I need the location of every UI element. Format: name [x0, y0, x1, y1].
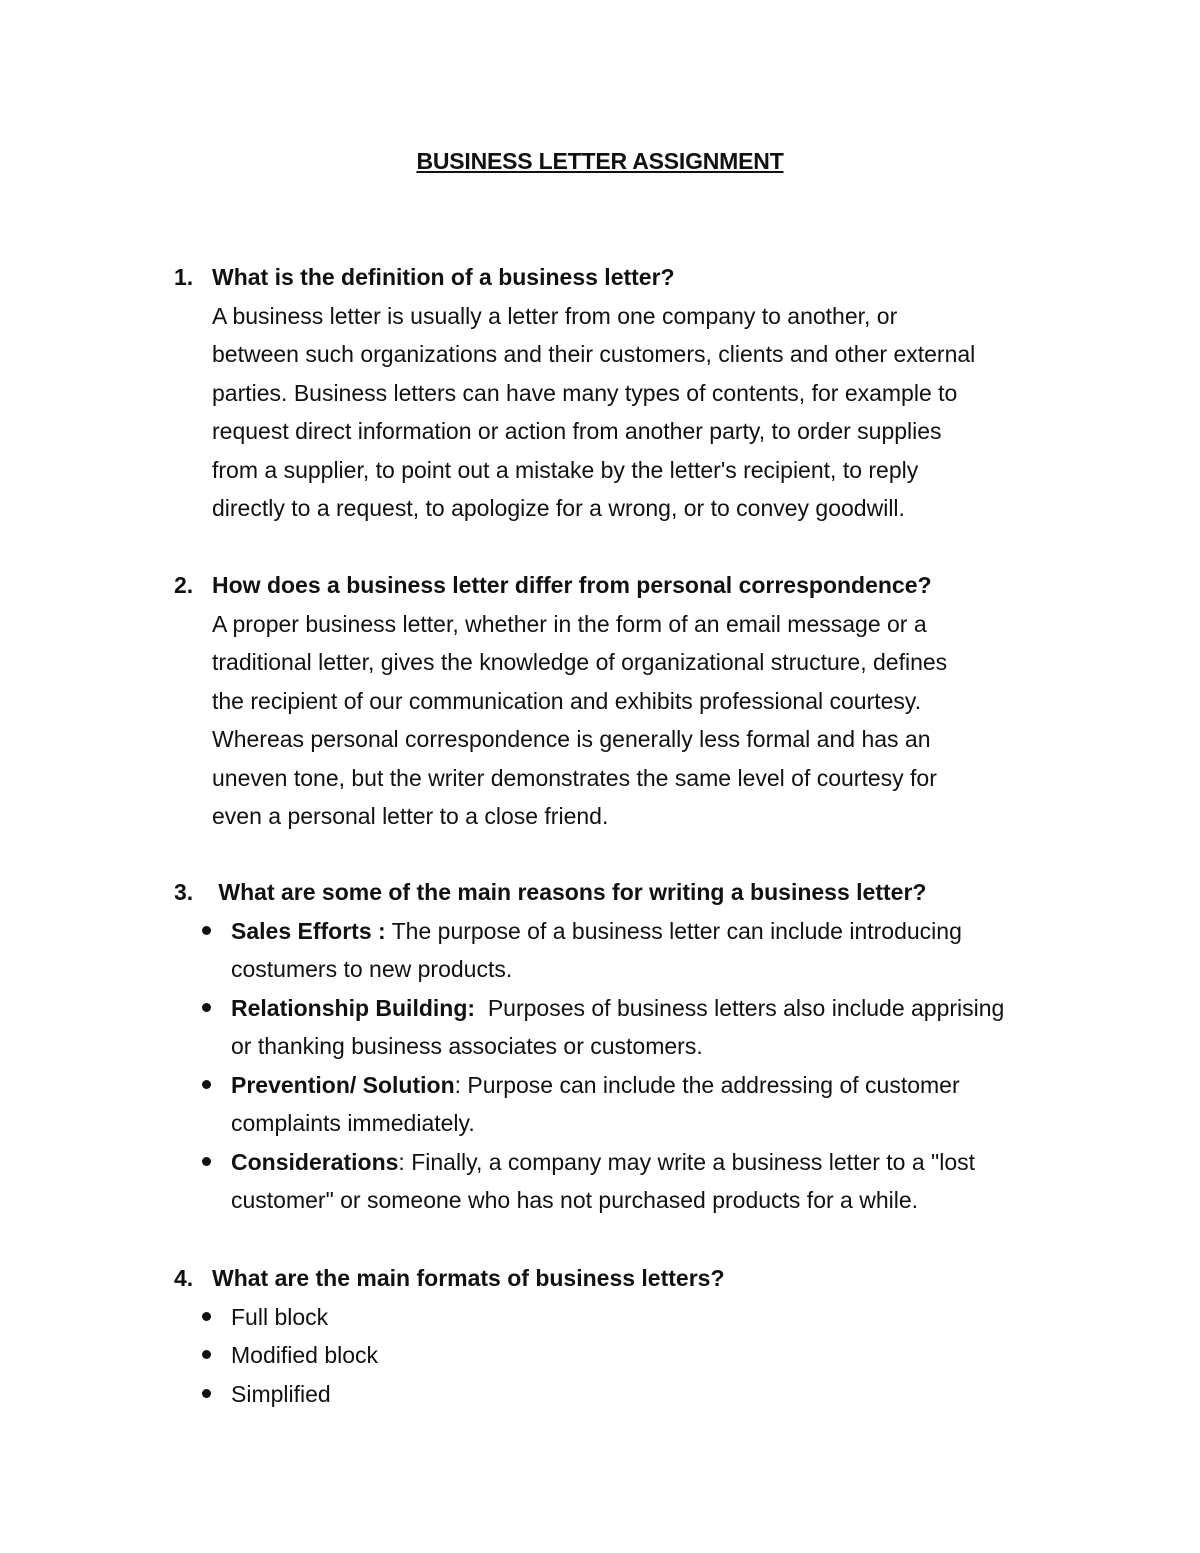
list-item	[174, 1066, 1074, 1143]
question-4-heading	[174, 1259, 1074, 1298]
list-item	[174, 1143, 1074, 1220]
answer-line: uneven tone, but the writer demonstrates the same level of courtesy for	[212, 764, 937, 791]
format-name: Simplified	[231, 1380, 331, 1407]
format-name: Full block	[231, 1303, 329, 1330]
question-2-number: 2.	[174, 572, 194, 598]
answer-line: A business letter is usually a letter from one company to another, or	[212, 302, 898, 329]
question-3-heading	[174, 873, 1074, 912]
bullet-icon	[202, 1350, 211, 1359]
question-3-text: What are some of the main reasons for writing a business letter?	[212, 879, 927, 905]
reason-text-continued: or thanking business associates or customers.	[231, 1033, 703, 1059]
question-1-text: What is the definition of a business letter?	[212, 264, 675, 290]
reason-text: : Finally, a company may write a business letter to a "lost	[398, 1148, 976, 1175]
question-1-number: 1.	[174, 264, 194, 290]
bullet-icon	[202, 1003, 211, 1012]
list-item	[174, 989, 1074, 1066]
bullet-icon	[202, 1389, 211, 1398]
question-4	[174, 1259, 1074, 1413]
question-4-text: What are the main formats of business letters?	[212, 1265, 725, 1291]
question-1-answer	[174, 297, 1074, 528]
bullet-icon	[202, 1157, 211, 1166]
answer-line: the recipient of our communication and exhibits professional courtesy.	[212, 687, 922, 714]
reason-text: The purpose of a business letter can include introducing	[385, 917, 962, 944]
answer-line: A proper business letter, whether in the form of an email message or a	[212, 610, 927, 637]
question-1-heading	[174, 258, 1074, 297]
bullet-icon	[202, 1080, 211, 1089]
question-3	[174, 873, 1074, 1220]
answer-line: even a personal letter to a close friend.	[212, 803, 609, 829]
list-item	[174, 1375, 1074, 1414]
reason-text-continued: customer" or someone who has not purchased products for a while.	[231, 1187, 919, 1213]
reason-text-continued: complaints immediately.	[231, 1110, 475, 1136]
answer-line: from a supplier, to point out a mistake by the letter's recipient, to reply	[212, 456, 919, 483]
document-title: BUSINESS LETTER ASSIGNMENT	[416, 148, 784, 174]
question-2-heading	[174, 566, 1074, 605]
question-2	[174, 566, 1074, 836]
answer-line: Whereas personal correspondence is generally less formal and has an	[212, 726, 931, 752]
reason-term: Considerations	[231, 1148, 399, 1175]
question-2-answer	[174, 605, 1074, 836]
question-1	[174, 258, 1074, 528]
reason-term: Relationship Building:	[231, 994, 476, 1021]
answer-line: parties. Business letters can have many types of contents, for example to	[212, 379, 958, 406]
answer-line: traditional letter, gives the knowledge of organizational structure, defines	[212, 649, 948, 675]
question-4-number: 4.	[174, 1265, 194, 1291]
reasons-list	[174, 912, 1074, 1220]
list-item	[174, 1336, 1074, 1375]
formats-list	[174, 1298, 1074, 1414]
reason-text: : Purpose can include the addressing of customer	[454, 1071, 960, 1098]
question-2-text: How does a business letter differ from personal correspondence?	[212, 572, 932, 598]
reason-term: Prevention/ Solution	[231, 1071, 455, 1098]
question-3-number: 3.	[174, 879, 194, 905]
reason-text-continued: costumers to new products.	[231, 956, 513, 982]
format-name: Modified block	[231, 1342, 379, 1368]
answer-line: request direct information or action from another party, to order supplies	[212, 418, 942, 444]
answer-line: directly to a request, to apologize for a wrong, or to convey goodwill.	[212, 495, 905, 521]
bullet-icon	[202, 926, 211, 935]
list-item	[174, 912, 1074, 989]
list-item	[174, 1298, 1074, 1337]
reason-text: Purposes of business letters also include apprising	[475, 994, 1005, 1021]
bullet-icon	[202, 1312, 211, 1321]
reason-term: Sales Efforts :	[231, 917, 386, 944]
answer-line: between such organizations and their customers, clients and other external	[212, 341, 976, 367]
